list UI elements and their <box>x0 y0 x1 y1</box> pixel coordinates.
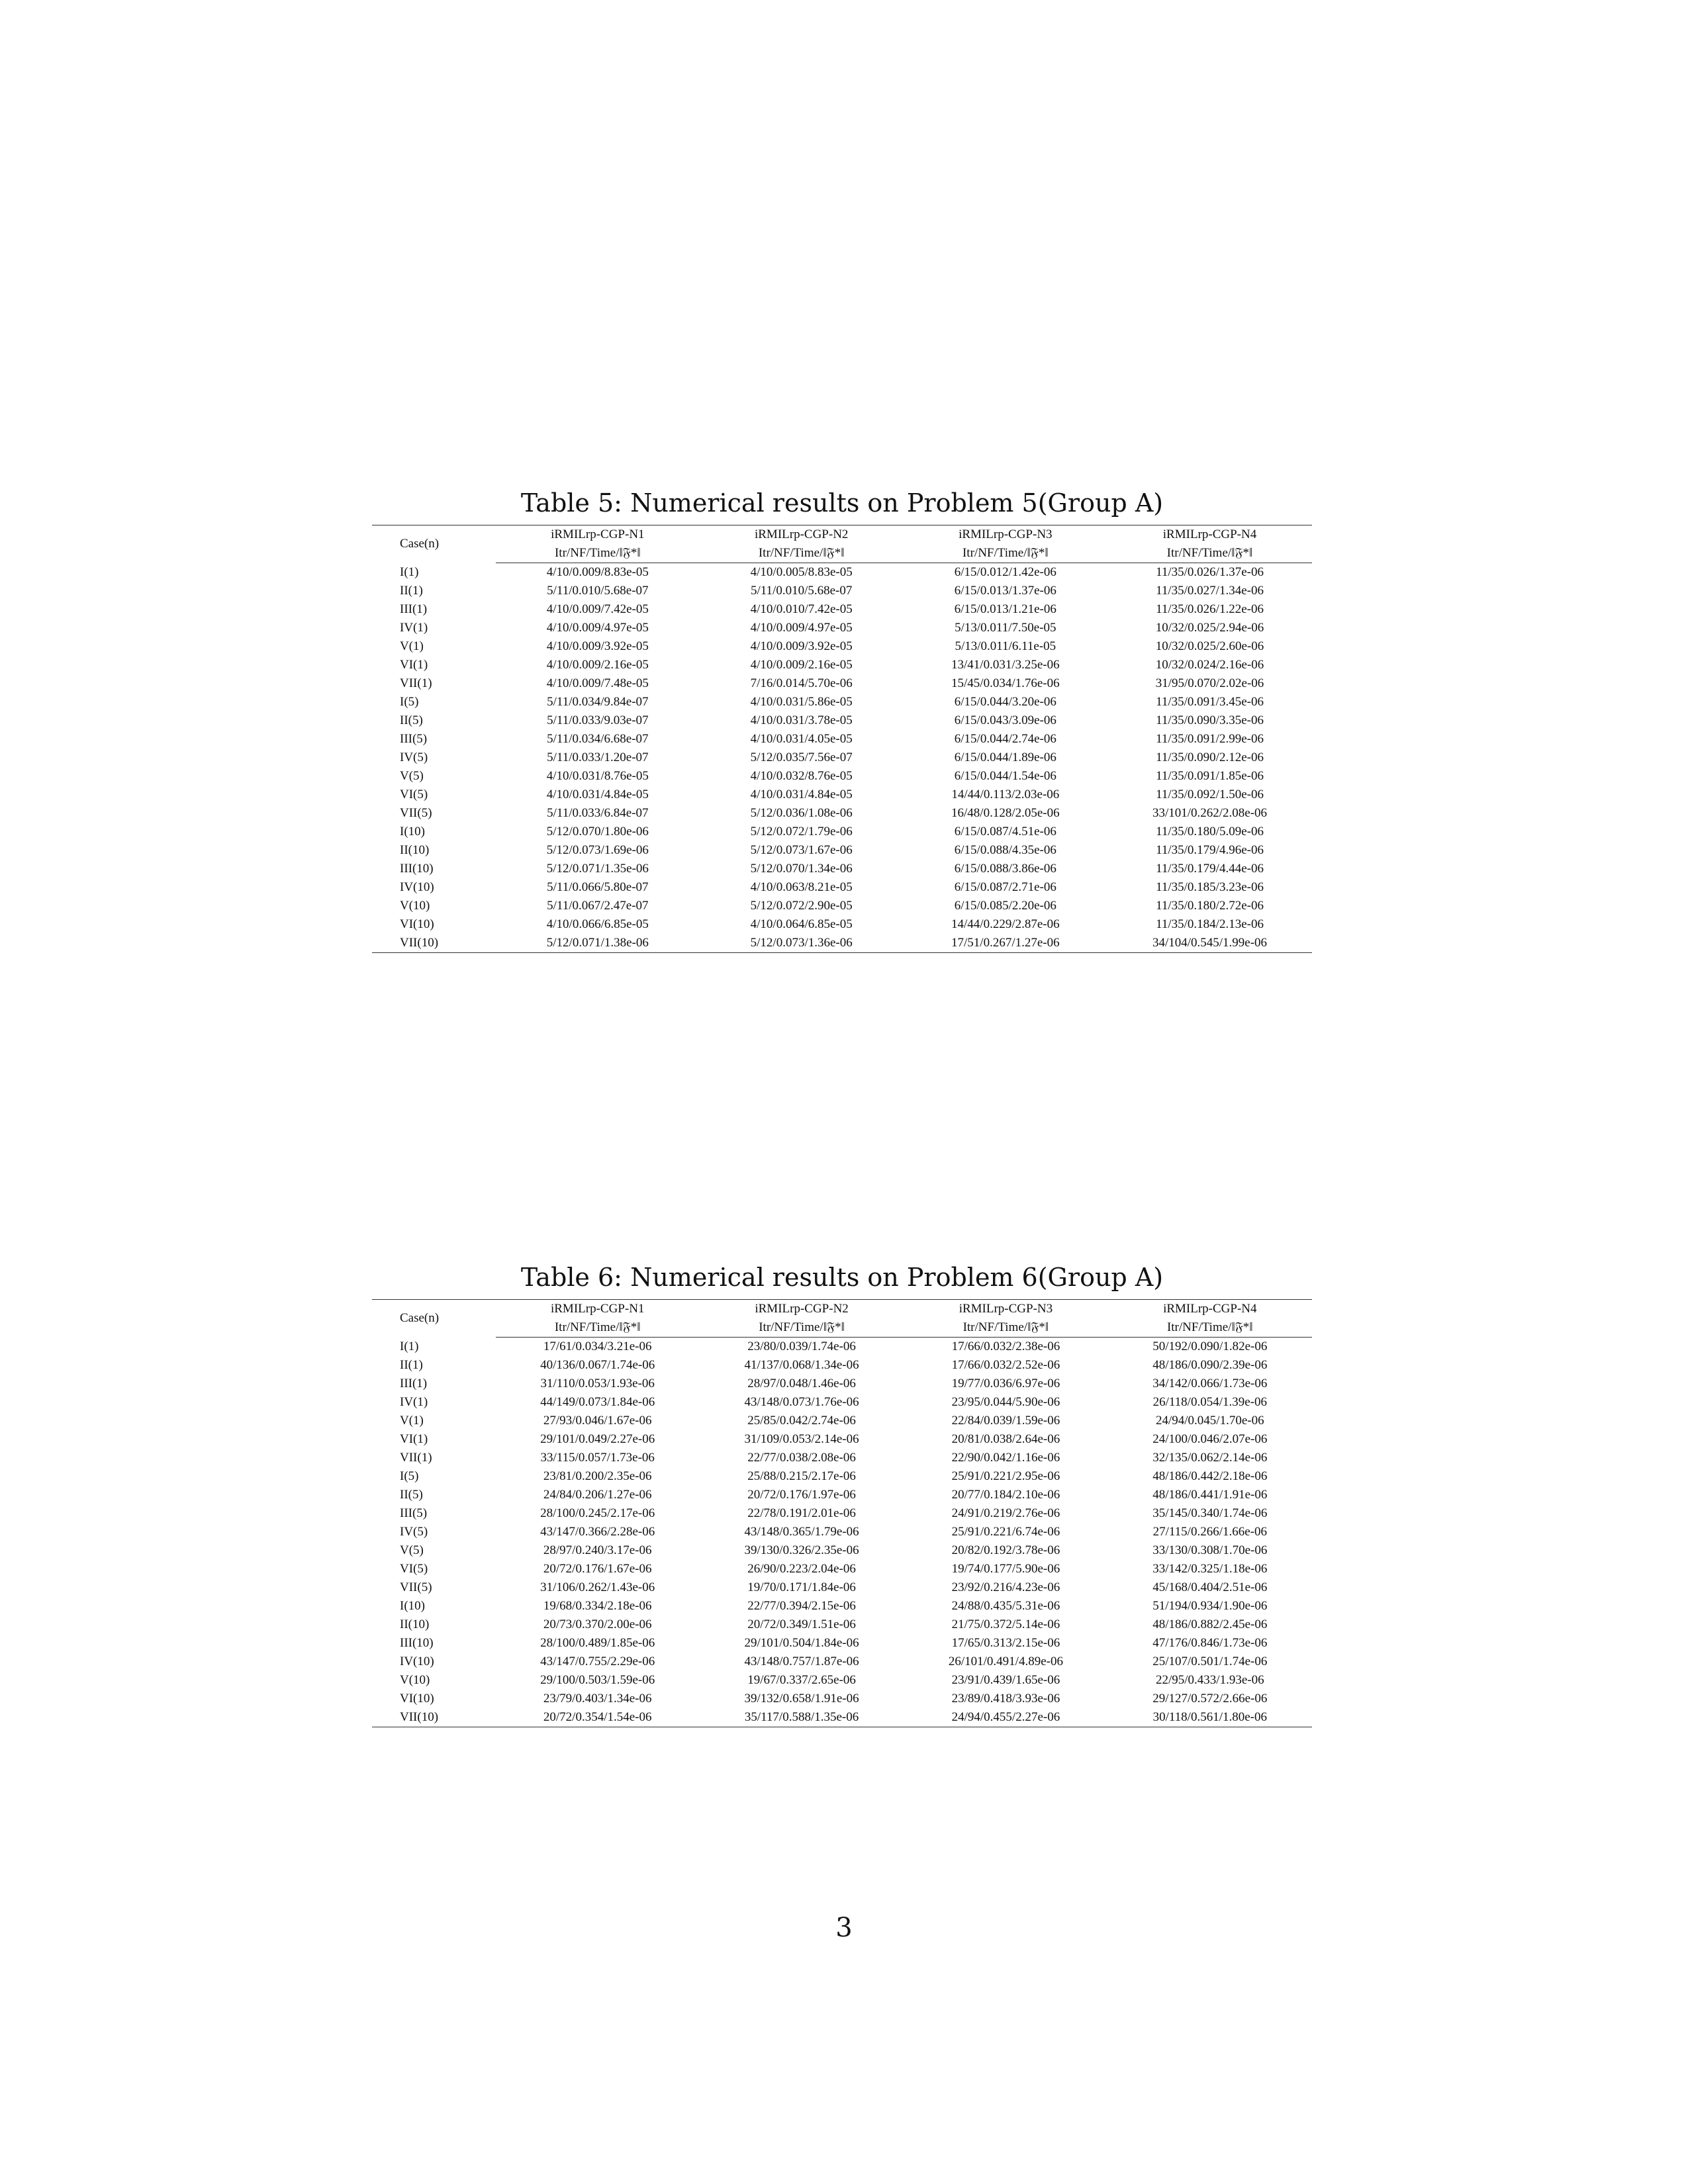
result-cell: 4/10/0.031/5.86e-05 <box>750 695 853 709</box>
method-header: iRMILrp-CGP-N4 <box>1107 525 1312 545</box>
result-cell: 11/35/0.185/3.23e-06 <box>1156 880 1264 894</box>
case-cell: II(5) <box>400 713 423 727</box>
result-cell: 21/75/0.372/5.14e-06 <box>951 1617 1060 1631</box>
result-cell: 6/15/0.012/1.42e-06 <box>954 565 1056 579</box>
result-cell: 44/149/0.073/1.84e-06 <box>540 1395 655 1409</box>
table-row <box>372 1560 1312 1578</box>
case-cell: VI(10) <box>400 1692 434 1706</box>
table-row <box>372 915 1312 934</box>
result-cell: 6/15/0.088/3.86e-06 <box>954 862 1056 876</box>
result-cell: 24/88/0.435/5.31e-06 <box>951 1599 1060 1613</box>
result-cell: 5/11/0.010/5.68e-07 <box>750 584 853 598</box>
case-cell: VI(1) <box>400 658 428 672</box>
result-cell: 28/100/0.245/2.17e-06 <box>540 1506 655 1520</box>
result-cell: 6/15/0.044/1.54e-06 <box>954 769 1056 783</box>
result-cell: 10/32/0.025/2.94e-06 <box>1155 621 1264 635</box>
result-cell: 29/127/0.572/2.66e-06 <box>1152 1692 1268 1706</box>
result-cell: 4/10/0.064/6.85e-05 <box>750 917 853 931</box>
table-row <box>372 934 1312 953</box>
result-cell: 5/12/0.073/1.36e-06 <box>700 934 904 953</box>
result-cell: 20/72/0.176/1.67e-06 <box>543 1562 652 1576</box>
result-cell: 23/81/0.200/2.35e-06 <box>543 1469 652 1483</box>
result-cell: 11/35/0.090/3.35e-06 <box>1156 713 1264 727</box>
result-cell: 20/77/0.184/2.10e-06 <box>951 1488 1060 1502</box>
result-cell: 5/11/0.033/1.20e-07 <box>547 751 649 764</box>
result-cell: 43/148/0.757/1.87e-06 <box>744 1655 859 1668</box>
table-row <box>372 711 1312 730</box>
result-cell: 14/44/0.113/2.03e-06 <box>951 788 1060 801</box>
result-cell: 25/88/0.215/2.17e-06 <box>747 1469 856 1483</box>
result-cell: 20/72/0.176/1.97e-06 <box>747 1488 856 1502</box>
metric-header: Itr/NF/Time/‖𝔉*‖ <box>496 544 700 563</box>
table-row <box>372 841 1312 860</box>
case-cell: IV(1) <box>400 621 428 635</box>
result-cell: 15/45/0.034/1.76e-06 <box>951 676 1060 690</box>
result-cell: 5/11/0.033/9.03e-07 <box>547 713 649 727</box>
case-cell: V(1) <box>400 639 424 653</box>
result-cell: 19/77/0.036/6.97e-06 <box>951 1377 1060 1390</box>
result-cell: 26/118/0.054/1.39e-06 <box>1152 1395 1267 1409</box>
table-5-block <box>372 486 1312 953</box>
table-row <box>372 1412 1312 1430</box>
table-row <box>372 1375 1312 1393</box>
case-cell: II(10) <box>400 1617 430 1631</box>
case-cell: IV(5) <box>400 751 428 764</box>
case-cell: V(1) <box>400 1414 424 1428</box>
result-cell: 34/104/0.545/1.99e-06 <box>1107 934 1312 953</box>
table-row <box>372 1523 1312 1541</box>
result-cell: 5/13/0.011/7.50e-05 <box>955 621 1056 635</box>
result-cell: 20/72/0.354/1.54e-06 <box>496 1708 700 1727</box>
result-cell: 35/145/0.340/1.74e-06 <box>1152 1506 1268 1520</box>
method-header: iRMILrp-CGP-N1 <box>496 1300 700 1319</box>
result-cell: 31/110/0.053/1.93e-06 <box>540 1377 655 1390</box>
table-row <box>372 823 1312 841</box>
table-row <box>372 878 1312 897</box>
method-header: iRMILrp-CGP-N2 <box>700 1300 904 1319</box>
result-cell: 35/117/0.588/1.35e-06 <box>700 1708 904 1727</box>
result-cell: 6/15/0.088/4.35e-06 <box>954 843 1056 857</box>
result-cell: 11/35/0.092/1.50e-06 <box>1156 788 1264 801</box>
result-cell: 4/10/0.032/8.76e-05 <box>750 769 853 783</box>
result-cell: 5/12/0.073/1.67e-06 <box>750 843 853 857</box>
result-cell: 24/84/0.206/1.27e-06 <box>543 1488 652 1502</box>
result-cell: 40/136/0.067/1.74e-06 <box>540 1358 655 1372</box>
result-cell: 13/41/0.031/3.25e-06 <box>951 658 1060 672</box>
table-row <box>372 600 1312 619</box>
result-cell: 25/91/0.221/6.74e-06 <box>951 1525 1060 1539</box>
table-row <box>372 1690 1312 1708</box>
result-cell: 11/35/0.179/4.44e-06 <box>1156 862 1264 876</box>
result-cell: 17/61/0.034/3.21e-06 <box>543 1340 652 1353</box>
case-cell: III(1) <box>400 1377 428 1390</box>
metric-header: Itr/NF/Time/‖𝔉*‖ <box>700 1318 904 1338</box>
result-cell: 5/12/0.070/1.80e-06 <box>546 825 649 839</box>
result-cell: 23/80/0.039/1.74e-06 <box>747 1340 856 1353</box>
result-cell: 4/10/0.009/3.92e-05 <box>750 639 853 653</box>
result-cell: 4/10/0.009/2.16e-05 <box>750 658 853 672</box>
result-cell: 51/194/0.934/1.90e-06 <box>1152 1599 1268 1613</box>
result-cell: 4/10/0.031/3.78e-05 <box>750 713 853 727</box>
result-cell: 5/12/0.072/2.90e-05 <box>750 899 853 913</box>
result-cell: 48/186/0.441/1.91e-06 <box>1152 1488 1268 1502</box>
result-cell: 6/15/0.044/1.89e-06 <box>954 751 1056 764</box>
result-cell: 5/11/0.010/5.68e-07 <box>547 584 649 598</box>
table-row <box>372 1541 1312 1560</box>
result-cell: 6/15/0.087/2.71e-06 <box>954 880 1056 894</box>
result-cell: 11/35/0.184/2.13e-06 <box>1156 917 1264 931</box>
result-cell: 24/91/0.219/2.76e-06 <box>951 1506 1060 1520</box>
case-cell: VII(5) <box>400 1580 432 1594</box>
result-cell: 45/168/0.404/2.51e-06 <box>1152 1580 1268 1594</box>
result-cell: 24/100/0.046/2.07e-06 <box>1152 1432 1268 1446</box>
result-cell: 11/35/0.026/1.22e-06 <box>1156 602 1264 616</box>
result-cell: 10/32/0.024/2.16e-06 <box>1155 658 1264 672</box>
table-row <box>372 1467 1312 1486</box>
result-cell: 4/10/0.063/8.21e-05 <box>750 880 853 894</box>
case-header: Case(n) <box>372 1300 496 1338</box>
method-header: iRMILrp-CGP-N1 <box>496 525 700 545</box>
result-cell: 39/132/0.658/1.91e-06 <box>744 1692 859 1706</box>
result-cell: 6/15/0.085/2.20e-06 <box>954 899 1056 913</box>
method-header: iRMILrp-CGP-N3 <box>904 1300 1107 1319</box>
table-row <box>372 582 1312 600</box>
case-cell: VII(5) <box>400 806 432 820</box>
result-cell: 11/35/0.091/1.85e-06 <box>1156 769 1264 783</box>
result-cell: 33/115/0.057/1.73e-06 <box>540 1451 655 1465</box>
result-cell: 31/95/0.070/2.02e-06 <box>1155 676 1264 690</box>
case-cell: III(5) <box>400 732 428 746</box>
result-cell: 4/10/0.009/7.48e-05 <box>546 676 649 690</box>
case-cell: I(1) <box>400 1339 419 1353</box>
result-cell: 19/74/0.177/5.90e-06 <box>951 1562 1060 1576</box>
result-cell: 11/35/0.180/5.09e-06 <box>1156 825 1264 839</box>
table-row <box>372 1578 1312 1597</box>
table-row <box>372 1708 1312 1727</box>
result-cell: 22/78/0.191/2.01e-06 <box>747 1506 856 1520</box>
result-cell: 11/35/0.027/1.34e-06 <box>1156 584 1264 598</box>
result-cell: 28/97/0.240/3.17e-06 <box>543 1543 652 1557</box>
table-6-block <box>372 1261 1312 1727</box>
result-cell: 25/107/0.501/1.74e-06 <box>1152 1655 1268 1668</box>
table-row <box>372 674 1312 693</box>
table-5-caption-label: Table 5: <box>520 488 622 518</box>
metric-header: Itr/NF/Time/‖𝔉*‖ <box>904 1318 1107 1338</box>
page-number: 3 <box>835 1913 853 1943</box>
result-cell: 4/10/0.009/8.83e-05 <box>546 565 649 579</box>
result-cell: 43/148/0.365/1.79e-06 <box>744 1525 859 1539</box>
table-row <box>372 1615 1312 1634</box>
result-cell: 19/70/0.171/1.84e-06 <box>747 1580 856 1594</box>
case-cell: VII(10) <box>372 934 496 953</box>
result-cell: 28/97/0.048/1.46e-06 <box>747 1377 856 1390</box>
table-row <box>372 1486 1312 1504</box>
result-cell: 28/100/0.489/1.85e-06 <box>540 1636 655 1650</box>
result-cell: 5/12/0.071/1.35e-06 <box>546 862 649 876</box>
result-cell: 4/10/0.031/4.84e-05 <box>546 788 649 801</box>
table-5-caption-text: Numerical results on Problem 5(Group A) <box>630 488 1164 518</box>
case-cell: V(10) <box>400 1673 430 1687</box>
case-cell: VII(1) <box>400 1451 432 1465</box>
method-header: iRMILrp-CGP-N3 <box>904 525 1107 545</box>
case-cell: IV(10) <box>400 1655 434 1668</box>
method-header: iRMILrp-CGP-N4 <box>1108 1300 1312 1319</box>
result-cell: 4/10/0.010/7.42e-05 <box>750 602 853 616</box>
result-cell: 33/130/0.308/1.70e-06 <box>1152 1543 1268 1557</box>
result-cell: 7/16/0.014/5.70e-06 <box>750 676 853 690</box>
result-cell: 27/115/0.266/1.66e-06 <box>1152 1525 1267 1539</box>
metric-header: Itr/NF/Time/‖𝔉*‖ <box>1107 544 1312 563</box>
table-5-body <box>372 563 1312 953</box>
result-cell: 5/12/0.035/7.56e-07 <box>750 751 853 764</box>
result-cell: 34/142/0.066/1.73e-06 <box>1152 1377 1268 1390</box>
result-cell: 25/91/0.221/2.95e-06 <box>951 1469 1060 1483</box>
case-cell: I(10) <box>400 1599 425 1613</box>
case-cell: V(5) <box>400 1543 424 1557</box>
table-row <box>372 619 1312 637</box>
case-cell: I(5) <box>400 695 419 709</box>
result-cell: 6/15/0.087/4.51e-06 <box>954 825 1056 839</box>
table-row <box>372 563 1312 582</box>
result-cell: 19/67/0.337/2.65e-06 <box>747 1673 856 1687</box>
table-row <box>372 1430 1312 1449</box>
case-cell: VII(10) <box>372 1708 496 1727</box>
table-row <box>372 767 1312 786</box>
table-row <box>372 786 1312 804</box>
result-cell: 6/15/0.013/1.37e-06 <box>954 584 1056 598</box>
result-cell: 20/72/0.349/1.51e-06 <box>747 1617 856 1631</box>
table-row <box>372 1338 1312 1357</box>
table-row <box>372 730 1312 749</box>
table-row <box>372 656 1312 674</box>
result-cell: 41/137/0.068/1.34e-06 <box>744 1358 859 1372</box>
table-6-body <box>372 1338 1312 1727</box>
result-cell: 4/10/0.005/8.83e-05 <box>750 565 853 579</box>
table-5 <box>372 525 1312 953</box>
result-cell: 23/91/0.439/1.65e-06 <box>951 1673 1060 1687</box>
result-cell: 6/15/0.013/1.21e-06 <box>954 602 1056 616</box>
result-cell: 5/13/0.011/6.11e-05 <box>955 639 1056 653</box>
result-cell: 20/81/0.038/2.64e-06 <box>951 1432 1060 1446</box>
case-cell: VI(10) <box>400 917 434 931</box>
result-cell: 11/35/0.179/4.96e-06 <box>1156 843 1264 857</box>
result-cell: 22/77/0.394/2.15e-06 <box>747 1599 856 1613</box>
result-cell: 19/68/0.334/2.18e-06 <box>543 1599 652 1613</box>
table-row <box>372 1634 1312 1653</box>
result-cell: 4/10/0.066/6.85e-05 <box>546 917 649 931</box>
result-cell: 6/15/0.044/3.20e-06 <box>954 695 1056 709</box>
result-cell: 4/10/0.009/7.42e-05 <box>546 602 649 616</box>
table-6-caption <box>372 1261 1312 1294</box>
result-cell: 31/109/0.053/2.14e-06 <box>744 1432 859 1446</box>
case-cell: III(10) <box>400 862 434 876</box>
result-cell: 43/147/0.366/2.28e-06 <box>540 1525 655 1539</box>
result-cell: 30/118/0.561/1.80e-06 <box>1108 1708 1312 1727</box>
result-cell: 17/66/0.032/2.38e-06 <box>951 1340 1060 1353</box>
result-cell: 4/10/0.031/4.84e-05 <box>750 788 853 801</box>
table-row <box>372 1449 1312 1467</box>
result-cell: 4/10/0.009/2.16e-05 <box>546 658 649 672</box>
result-cell: 29/100/0.503/1.59e-06 <box>540 1673 655 1687</box>
result-cell: 4/10/0.009/4.97e-05 <box>546 621 649 635</box>
table-5-caption <box>372 486 1312 520</box>
result-cell: 48/186/0.442/2.18e-06 <box>1152 1469 1268 1483</box>
result-cell: 20/73/0.370/2.00e-06 <box>543 1617 652 1631</box>
table-row <box>372 693 1312 711</box>
result-cell: 23/95/0.044/5.90e-06 <box>951 1395 1060 1409</box>
case-cell: IV(5) <box>400 1525 428 1539</box>
result-cell: 5/12/0.073/1.69e-06 <box>546 843 649 857</box>
result-cell: 24/94/0.455/2.27e-06 <box>904 1708 1107 1727</box>
table-row <box>372 749 1312 767</box>
result-cell: 20/82/0.192/3.78e-06 <box>951 1543 1060 1557</box>
table-row <box>372 1671 1312 1690</box>
metric-header: Itr/NF/Time/‖𝔉*‖ <box>700 544 904 563</box>
result-cell: 4/10/0.009/3.92e-05 <box>546 639 649 653</box>
result-cell: 43/148/0.073/1.76e-06 <box>744 1395 859 1409</box>
case-cell: V(5) <box>400 769 424 783</box>
result-cell: 5/11/0.066/5.80e-07 <box>547 880 649 894</box>
case-cell: VI(1) <box>400 1432 428 1446</box>
result-cell: 11/35/0.091/3.45e-06 <box>1156 695 1264 709</box>
case-cell: IV(1) <box>400 1395 428 1409</box>
result-cell: 22/84/0.039/1.59e-06 <box>951 1414 1060 1428</box>
table-row <box>372 1597 1312 1615</box>
case-cell: VI(5) <box>400 788 428 801</box>
result-cell: 5/11/0.067/2.47e-07 <box>547 899 649 913</box>
result-cell: 6/15/0.044/2.74e-06 <box>954 732 1056 746</box>
result-cell: 26/101/0.491/4.89e-06 <box>948 1655 1063 1668</box>
result-cell: 29/101/0.504/1.84e-06 <box>744 1636 859 1650</box>
table-row <box>372 1653 1312 1671</box>
table-row <box>372 1393 1312 1412</box>
result-cell: 5/11/0.034/9.84e-07 <box>547 695 649 709</box>
case-cell: II(10) <box>400 843 430 857</box>
case-cell: II(1) <box>400 584 423 598</box>
table-6-caption-text: Numerical results on Problem 6(Group A) <box>630 1263 1164 1292</box>
result-cell: 24/94/0.045/1.70e-06 <box>1156 1414 1264 1428</box>
result-cell: 48/186/0.090/2.39e-06 <box>1152 1358 1268 1372</box>
result-cell: 5/11/0.033/6.84e-07 <box>547 806 649 820</box>
result-cell: 10/32/0.025/2.60e-06 <box>1155 639 1264 653</box>
result-cell: 22/90/0.042/1.16e-06 <box>951 1451 1060 1465</box>
result-cell: 39/130/0.326/2.35e-06 <box>744 1543 859 1557</box>
case-cell: III(5) <box>400 1506 428 1520</box>
result-cell: 5/12/0.072/1.79e-06 <box>750 825 853 839</box>
result-cell: 43/147/0.755/2.29e-06 <box>540 1655 655 1668</box>
case-cell: IV(10) <box>400 880 434 894</box>
result-cell: 5/12/0.070/1.34e-06 <box>750 862 853 876</box>
result-cell: 4/10/0.031/4.05e-05 <box>750 732 853 746</box>
result-cell: 33/142/0.325/1.18e-06 <box>1152 1562 1268 1576</box>
metric-header: Itr/NF/Time/‖𝔉*‖ <box>496 1318 700 1338</box>
result-cell: 4/10/0.031/8.76e-05 <box>546 769 649 783</box>
table-row <box>372 804 1312 823</box>
case-cell: I(5) <box>400 1469 419 1483</box>
result-cell: 48/186/0.882/2.45e-06 <box>1152 1617 1268 1631</box>
result-cell: 26/90/0.223/2.04e-06 <box>747 1562 856 1576</box>
case-cell: III(1) <box>400 602 428 616</box>
case-cell: I(1) <box>400 565 419 579</box>
table-row <box>372 860 1312 878</box>
metric-header: Itr/NF/Time/‖𝔉*‖ <box>904 544 1107 563</box>
table-row <box>372 1504 1312 1523</box>
case-cell: VI(5) <box>400 1562 428 1576</box>
case-cell: II(5) <box>400 1488 423 1502</box>
result-cell: 27/93/0.046/1.67e-06 <box>543 1414 652 1428</box>
result-cell: 29/101/0.049/2.27e-06 <box>540 1432 655 1446</box>
result-cell: 33/101/0.262/2.08e-06 <box>1152 806 1268 820</box>
result-cell: 14/44/0.229/2.87e-06 <box>951 917 1060 931</box>
result-cell: 17/65/0.313/2.15e-06 <box>951 1636 1060 1650</box>
result-cell: 5/11/0.034/6.68e-07 <box>547 732 649 746</box>
case-cell: I(10) <box>400 825 425 839</box>
result-cell: 25/85/0.042/2.74e-06 <box>747 1414 856 1428</box>
result-cell: 11/35/0.026/1.37e-06 <box>1156 565 1264 579</box>
result-cell: 16/48/0.128/2.05e-06 <box>951 806 1060 820</box>
result-cell: 47/176/0.846/1.73e-06 <box>1152 1636 1268 1650</box>
method-header: iRMILrp-CGP-N2 <box>700 525 904 545</box>
table-row <box>372 637 1312 656</box>
table-row <box>372 1356 1312 1375</box>
result-cell: 5/12/0.036/1.08e-06 <box>750 806 853 820</box>
result-cell: 22/95/0.433/1.93e-06 <box>1156 1673 1264 1687</box>
result-cell: 11/35/0.091/2.99e-06 <box>1156 732 1264 746</box>
case-cell: III(10) <box>400 1636 434 1650</box>
result-cell: 17/66/0.032/2.52e-06 <box>951 1358 1060 1372</box>
result-cell: 4/10/0.009/4.97e-05 <box>750 621 853 635</box>
case-cell: VII(1) <box>400 676 432 690</box>
case-header: Case(n) <box>372 525 496 563</box>
result-cell: 23/92/0.216/4.23e-06 <box>951 1580 1060 1594</box>
result-cell: 50/192/0.090/1.82e-06 <box>1152 1340 1268 1353</box>
result-cell: 11/35/0.180/2.72e-06 <box>1156 899 1264 913</box>
result-cell: 23/79/0.403/1.34e-06 <box>543 1692 652 1706</box>
result-cell: 6/15/0.043/3.09e-06 <box>954 713 1056 727</box>
result-cell: 17/51/0.267/1.27e-06 <box>904 934 1107 953</box>
result-cell: 22/77/0.038/2.08e-06 <box>747 1451 856 1465</box>
table-6-caption-label: Table 6: <box>520 1263 622 1292</box>
result-cell: 31/106/0.262/1.43e-06 <box>540 1580 655 1594</box>
metric-header: Itr/NF/Time/‖𝔉*‖ <box>1108 1318 1312 1338</box>
result-cell: 5/12/0.071/1.38e-06 <box>496 934 700 953</box>
result-cell: 32/135/0.062/2.14e-06 <box>1152 1451 1268 1465</box>
case-cell: V(10) <box>400 899 430 913</box>
case-cell: II(1) <box>400 1358 423 1372</box>
result-cell: 23/89/0.418/3.93e-06 <box>951 1692 1060 1706</box>
result-cell: 11/35/0.090/2.12e-06 <box>1156 751 1264 764</box>
table-6 <box>372 1299 1312 1727</box>
table-row <box>372 897 1312 915</box>
